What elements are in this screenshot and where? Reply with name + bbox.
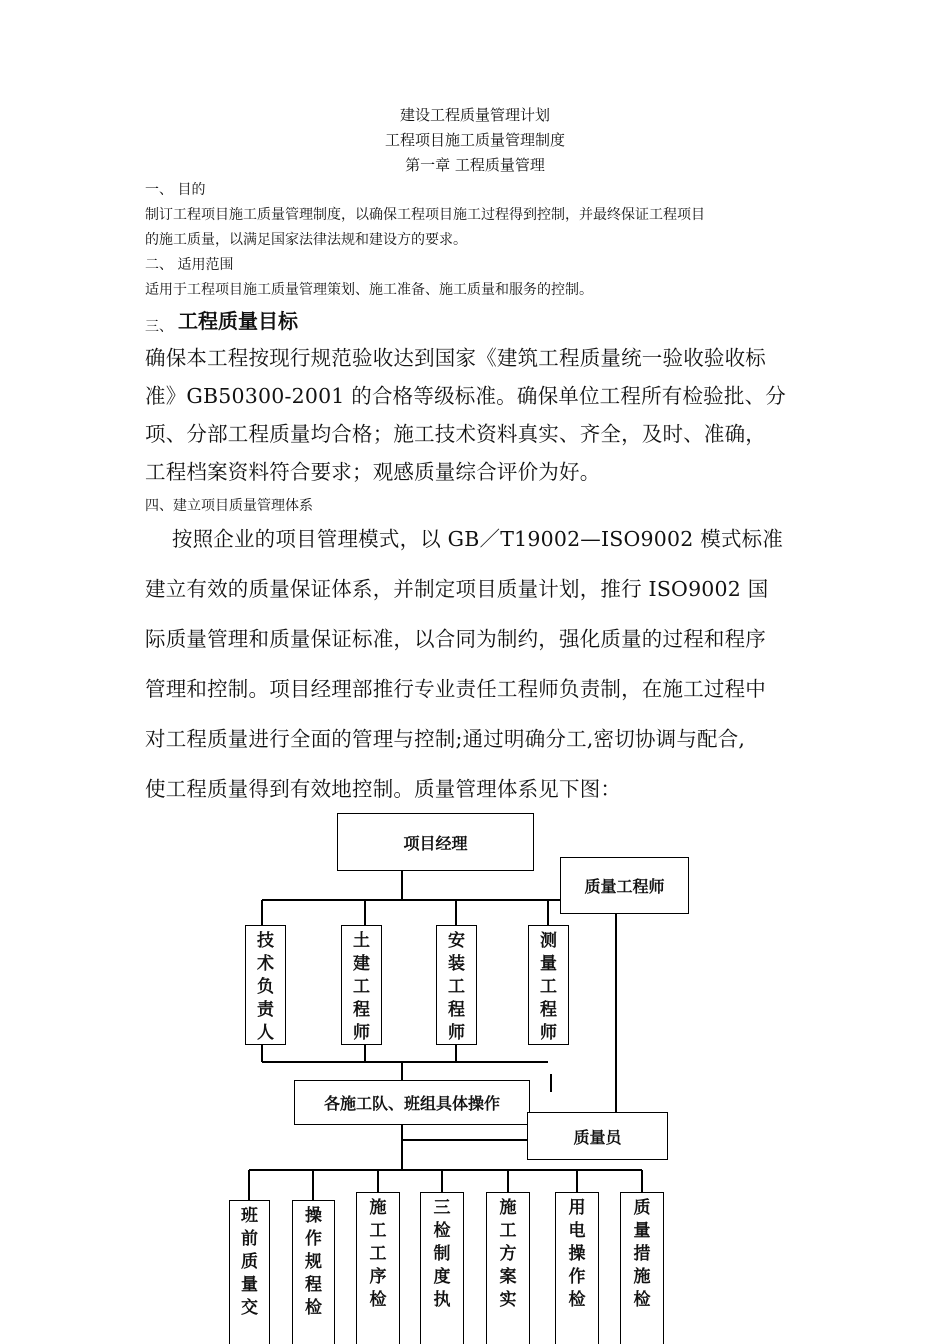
vertical-char: 制 — [433, 1244, 451, 1264]
vertical-char: 施 — [499, 1198, 517, 1218]
section-4-text: 建立有效的质量保证体系，并制定项目质量计划，推行 ISO9002 国 — [145, 577, 769, 601]
vertical-char: 检 — [305, 1298, 322, 1318]
vertical-char: 术 — [257, 954, 274, 974]
vertical-char: 工 — [369, 1244, 387, 1264]
vertical-char: 测 — [540, 931, 557, 951]
vertical-label — [556, 1197, 598, 1312]
vertical-char: 实 — [499, 1290, 517, 1310]
vertical-char: 建 — [353, 954, 370, 974]
section-4-text: 对工程质量进行全面的管理与控制;通过明确分工,密切协调与配合, — [145, 727, 746, 751]
vertical-label — [437, 930, 476, 1045]
vertical-label — [293, 1205, 334, 1320]
vertical-label — [357, 1197, 399, 1312]
vertical-char: 量 — [241, 1275, 258, 1295]
vertical-char: 工 — [369, 1221, 387, 1241]
vertical-char: 土 — [353, 931, 370, 951]
org-box-construction-teams: 各施工队、班组具体操作 — [294, 1080, 530, 1125]
vertical-label — [621, 1197, 663, 1312]
vertical-char: 措 — [633, 1244, 651, 1264]
vertical-label — [246, 930, 285, 1045]
vertical-char: 程 — [540, 1000, 557, 1020]
section-2-heading: 二、 适用范围 — [145, 257, 234, 273]
section-1-heading: 一、 目的 — [145, 182, 206, 198]
vertical-char: 交 — [241, 1298, 258, 1318]
vertical-char: 施 — [633, 1267, 651, 1287]
section-3-number: 三、 — [145, 319, 173, 335]
vertical-char: 作 — [568, 1267, 586, 1287]
vertical-char: 电 — [568, 1221, 586, 1241]
vertical-char: 作 — [305, 1229, 322, 1249]
vertical-char: 装 — [448, 954, 465, 974]
vertical-char: 检 — [433, 1221, 451, 1241]
org-box-project-manager: 项目经理 — [337, 813, 534, 871]
vertical-char: 责 — [257, 1000, 274, 1020]
vertical-char: 师 — [448, 1023, 465, 1043]
vertical-char: 序 — [369, 1267, 387, 1287]
section-3-heading: 工程质量目标 — [178, 309, 298, 333]
vertical-label — [529, 930, 568, 1045]
vertical-char: 量 — [540, 954, 557, 974]
doc-title: 建设工程质量管理计划 — [399, 106, 550, 124]
section-3-text: 准》GB50300-2001 的合格等级标准。确保单位工程所有检验批、分 — [145, 384, 786, 408]
vertical-char: 度 — [433, 1267, 451, 1287]
org-box-three-inspection — [420, 1192, 464, 1344]
org-box-quality-measures — [620, 1192, 664, 1344]
vertical-char: 用 — [568, 1198, 586, 1218]
vertical-char: 检 — [568, 1290, 586, 1310]
section-4-heading: 四、建立项目质量管理体系 — [145, 498, 313, 514]
section-3-text: 工程档案资料符合要求；观感质量综合评价为好。 — [145, 460, 601, 484]
vertical-char: 师 — [540, 1023, 557, 1043]
org-box-quality-engineer: 质量工程师 — [560, 857, 689, 914]
vertical-char: 师 — [353, 1023, 370, 1043]
vertical-char: 技 — [257, 931, 274, 951]
vertical-char: 安 — [448, 931, 465, 951]
vertical-char: 操 — [305, 1206, 322, 1226]
vertical-char: 负 — [257, 977, 274, 997]
vertical-char: 质 — [241, 1252, 258, 1272]
vertical-char: 质 — [633, 1198, 651, 1218]
section-1-text: 制订工程项目施工质量管理制度，以确保工程项目施工过程得到控制，并最终保证工程项目 — [145, 207, 705, 223]
vertical-char: 方 — [499, 1244, 517, 1264]
org-box-civil-engineer — [341, 925, 382, 1045]
vertical-char: 量 — [633, 1221, 651, 1241]
org-box-electrical-check — [555, 1192, 599, 1344]
chapter-title: 第一章 工程质量管理 — [405, 156, 545, 174]
section-3-text: 项、分部工程质量均合格；施工技术资料真实、齐全，及时、准确， — [145, 422, 766, 446]
vertical-char: 操 — [568, 1244, 586, 1264]
org-box-process-check — [356, 1192, 400, 1344]
vertical-char: 工 — [540, 977, 557, 997]
vertical-label — [421, 1197, 463, 1312]
vertical-char: 前 — [241, 1229, 258, 1249]
section-4-text: 按照企业的项目管理模式，以 GB／T19002—ISO9002 模式标准 — [145, 527, 784, 551]
section-4-text: 使工程质量得到有效地控制。质量管理体系见下图： — [145, 777, 622, 801]
section-4-text: 管理和控制。项目经理部推行专业责任工程师负责制，在施工过程中 — [145, 677, 766, 701]
vertical-char: 程 — [448, 1000, 465, 1020]
org-box-procedure-check — [292, 1200, 335, 1344]
org-box-quality-inspector: 质量员 — [527, 1112, 668, 1160]
vertical-char: 检 — [369, 1290, 387, 1310]
section-3-text: 确保本工程按现行规范验收达到国家《建筑工程质量统一验收验收标 — [145, 346, 766, 370]
org-box-tech-lead — [245, 925, 286, 1045]
org-box-pre-shift-handover — [229, 1200, 270, 1344]
section-1-text: 的施工质量，以满足国家法律法规和建设方的要求。 — [145, 232, 467, 248]
vertical-char: 施 — [369, 1198, 387, 1218]
section-4-text: 际质量管理和质量保证标准，以合同为制约，强化质量的过程和程序 — [145, 627, 766, 651]
vertical-label — [230, 1205, 269, 1320]
org-box-installation-engineer — [436, 925, 477, 1045]
vertical-char: 工 — [353, 977, 370, 997]
vertical-char: 检 — [633, 1290, 651, 1310]
vertical-label — [342, 930, 381, 1045]
vertical-char: 班 — [241, 1206, 258, 1226]
vertical-char: 工 — [448, 977, 465, 997]
section-2-text: 适用于工程项目施工质量管理策划、施工准备、施工质量和服务的控制。 — [145, 282, 593, 298]
vertical-char: 程 — [353, 1000, 370, 1020]
vertical-char: 案 — [499, 1267, 517, 1287]
vertical-char: 规 — [305, 1252, 322, 1272]
vertical-char: 程 — [305, 1275, 322, 1295]
vertical-label — [487, 1197, 529, 1312]
doc-subtitle: 工程项目施工质量管理制度 — [384, 131, 565, 149]
vertical-char: 三 — [433, 1198, 451, 1218]
vertical-char: 工 — [499, 1221, 517, 1241]
org-box-survey-engineer — [528, 925, 569, 1045]
org-box-plan-implementation — [486, 1192, 530, 1344]
vertical-char: 人 — [257, 1023, 274, 1043]
vertical-char: 执 — [433, 1290, 451, 1310]
